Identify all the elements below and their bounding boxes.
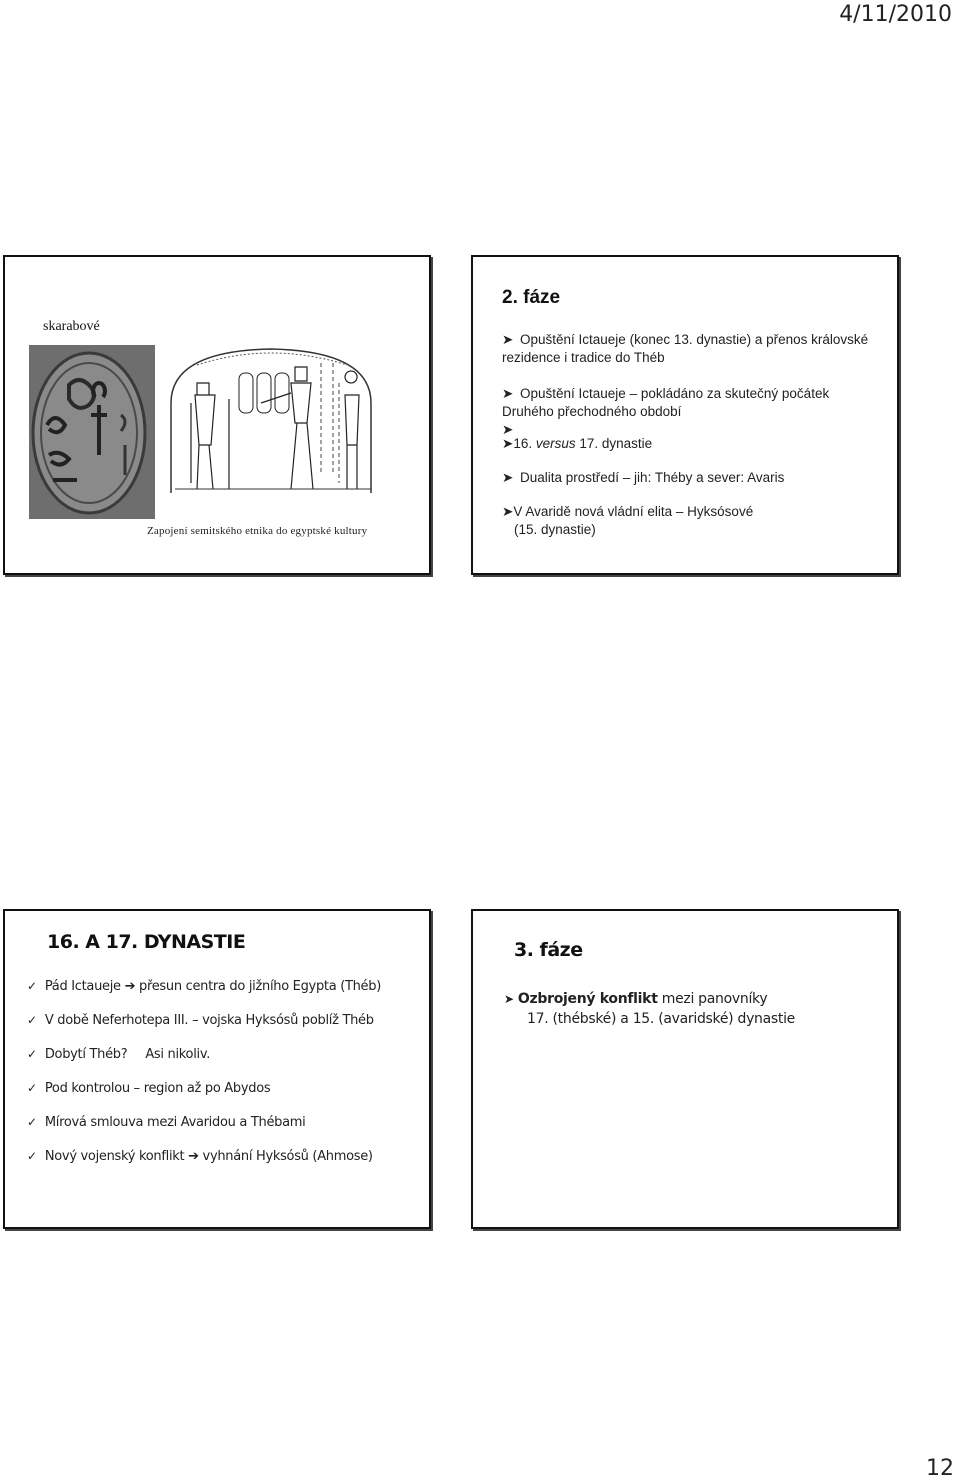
- stele-relief-icon: [167, 343, 375, 499]
- arrowhead-bullet-icon: ➤: [502, 422, 514, 437]
- bullet-item: ➤ Opuštění Ictaueje (konec 13. dynastie) a přenos královské rezidence i tradice do Théb: [502, 332, 869, 365]
- check-item: ✓ V době Neferhotepa III. – vojska Hyksósů poblíž Théb: [27, 1013, 374, 1028]
- check-item: ✓ Dobytí Théb? Asi nikoliv.: [27, 1047, 211, 1062]
- checkmark-icon: ✓: [27, 1047, 37, 1061]
- slide-title: 2. fáze: [502, 287, 561, 308]
- arrowhead-bullet-icon: ➤: [502, 332, 514, 347]
- slide-3-faze: [471, 909, 899, 1229]
- arrowhead-bullet-icon: ➤: [502, 470, 514, 485]
- stele-drawing: [167, 343, 375, 499]
- bullet-item: ➤ Ozbrojený konflikt mezi panovníky 17. (thébské) a 15. (avaridské) dynastie: [504, 991, 795, 1027]
- check-item: ✓ Pod kontrolou – region až po Abydos: [27, 1081, 271, 1096]
- arrowhead-bullet-icon: ➤: [504, 992, 514, 1006]
- slide-2-faze: [471, 255, 899, 575]
- check-item: ✓ Nový vojenský konflikt ➔ vyhnání Hyksósů (Ahmose): [27, 1149, 373, 1164]
- slide-skarabove: [3, 255, 431, 575]
- scarab-image-icon: [29, 345, 155, 519]
- right-arrow-icon: ➔: [124, 979, 136, 994]
- checkmark-icon: ✓: [27, 979, 37, 993]
- bullet-item: ➤ Dualita prostředí – jih: Théby a sever: Avaris: [502, 470, 785, 485]
- arrowhead-bullet-icon: ➤: [502, 504, 514, 519]
- slide-16-17-dynastie: [3, 909, 431, 1229]
- bullet-item: ➤V Avaridě nová vládní elita – Hyksósové (15. dynastie): [502, 504, 754, 537]
- arrowhead-bullet-icon: ➤: [502, 386, 514, 401]
- checkmark-icon: ✓: [27, 1149, 37, 1163]
- scarab-photo: [29, 345, 155, 519]
- check-item: ✓ Pád Ictaueje ➔ přesun centra do jižního Egypta (Théb): [27, 979, 381, 994]
- slide-title: 16. A 17. DYNASTIE: [47, 931, 246, 953]
- slide-title: 3. fáze: [514, 939, 583, 961]
- checkmark-icon: ✓: [27, 1115, 37, 1129]
- right-arrow-icon: ➔: [188, 1149, 199, 1164]
- checkmark-icon: ✓: [27, 1013, 37, 1027]
- page-number: 12: [926, 1456, 954, 1481]
- arrowhead-bullet-icon: ➤: [502, 436, 514, 451]
- date-header: 4/11/2010: [839, 2, 952, 27]
- checkmark-icon: ✓: [27, 1081, 37, 1095]
- slide-title: skarabové: [43, 319, 100, 334]
- bullet-item: ➤16. versus 17. dynastie: [502, 436, 653, 451]
- bullet-item: ➤ Opuštění Ictaueje – pokládáno za skutečný počátek Druhého přechodného období: [502, 386, 830, 419]
- check-item: ✓ Mírová smlouva mezi Avaridou a Thébami: [27, 1115, 306, 1130]
- image-caption: Zapojení semitského etnika do egyptské kultury: [147, 525, 368, 537]
